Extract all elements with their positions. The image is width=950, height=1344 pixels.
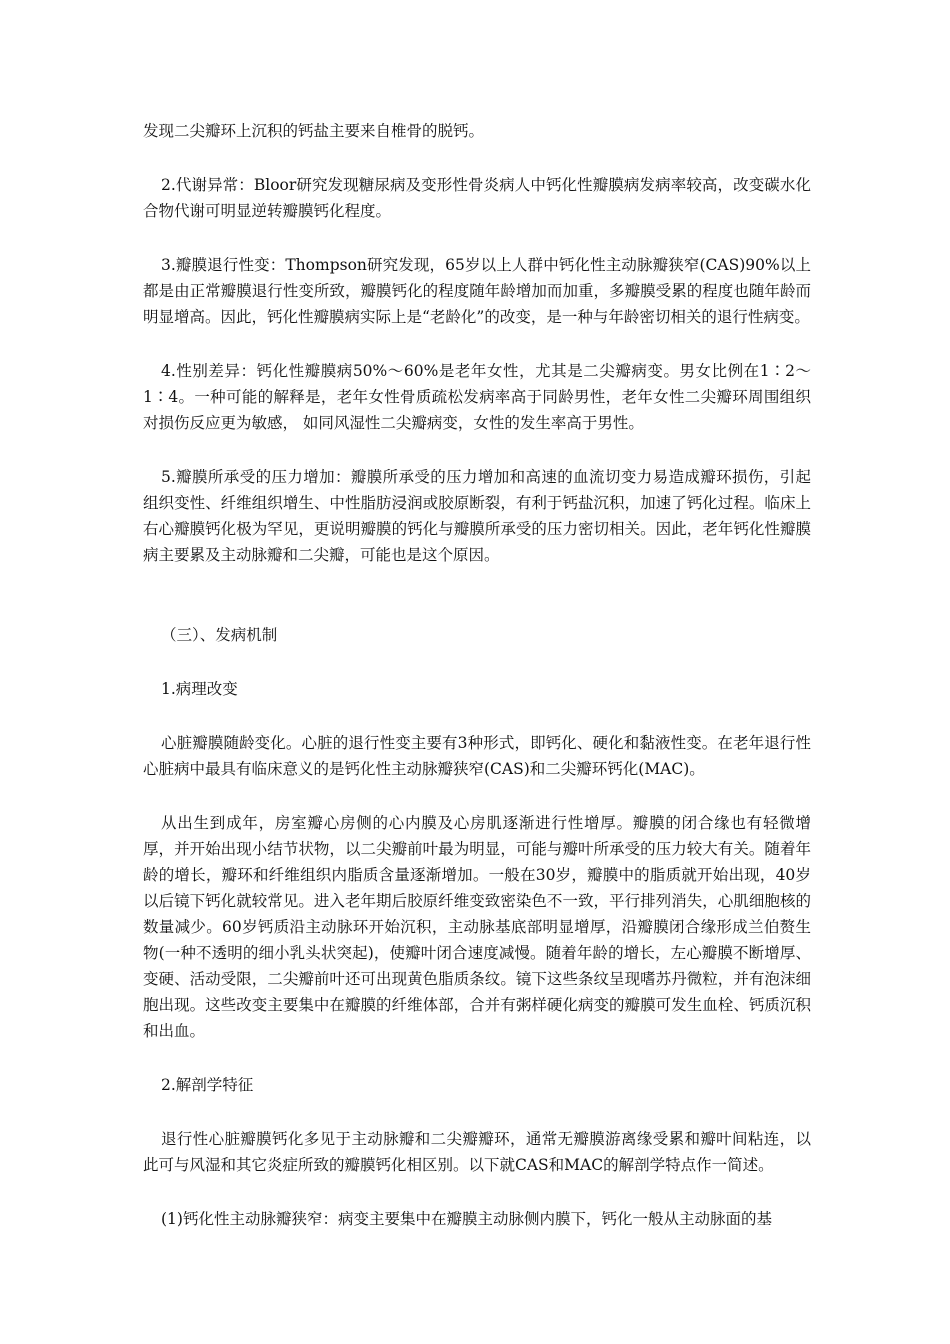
subheading-anatomy: 2.解剖学特征 [161, 1076, 254, 1094]
paragraph-metabolic: 2.代谢异常：Bloor研究发现糖尿病及变形性骨炎病人中钙化性瓣膜病发病率较高，改变碳水化合物代谢可明显逆转瓣膜钙化程度。 [143, 176, 811, 220]
paragraph-development: 从出生到成年，房室瓣心房侧的心内膜及心房肌逐渐进行性增厚。瓣膜的闭合缘也有轻微增厚，并开始出现小结节状物，以二尖瓣前叶最为明显，可能与瓣叶所承受的压力较大有关。随着年龄的增长，瓣环和纤维组织内脂质含量逐渐增加。一般在30岁，瓣膜中的脂质就开始出现，40岁以后镜下钙化就较常见。进入老年期后胶原纤维变致密染色不一致，平行排列消失，心肌细胞核的数量减少。60岁钙质沿主动脉环开始沉积，主动脉基底部明显增厚，沿瓣膜闭合缘形成兰伯赘生物(一种不透明的细小乳头状突起)，使瓣叶闭合速度减慢。随着年龄的增长，左心瓣膜不断增厚、变硬、活动受限，二尖瓣前叶还可出现黄色脂质条纹。镜下这些条纹呈现嗜苏丹微粒，并有泡沫细胞出现。这些改变主要集中在瓣膜的纤维体部，合并有粥样硬化病变的瓣膜可发生血栓、钙质沉积和出血。 [143, 814, 811, 1040]
section-heading-pathogenesis: （三）、发病机制 [161, 626, 278, 644]
paragraph-calcium-source: 发现二尖瓣环上沉积的钙盐主要来自椎骨的脱钙。 [143, 122, 485, 140]
paragraph-cas: (1)钙化性主动脉瓣狭窄：病变主要集中在瓣膜主动脉侧内膜下，钙化一般从主动脉面的基 [161, 1210, 772, 1228]
paragraph-gender: 4.性别差异：钙化性瓣膜病50%～60%是老年女性，尤其是二尖瓣病变。男女比例在1∶2～1∶4。一种可能的解释是，老年女性骨质疏松发病率高于同龄男性，老年女性二尖瓣环周围组织对损伤反应更为敏感， 如同风湿性二尖瓣病变，女性的发生率高于男性。 [143, 362, 811, 432]
paragraph-valve-aging: 心脏瓣膜随龄变化。心脏的退行性变主要有3种形式，即钙化、硬化和黏液性变。在老年退行性心脏病中最具有临床意义的是钙化性主动脉瓣狭窄(CAS)和二尖瓣环钙化(MAC)。 [143, 734, 811, 778]
paragraph-degeneration: 3.瓣膜退行性变：Thompson研究发现，65岁以上人群中钙化性主动脉瓣狭窄(CAS)90%以上都是由正常瓣膜退行性变所致，瓣膜钙化的程度随年龄增加而加重，多瓣膜受累的程度也随年龄而明显增高。因此，钙化性瓣膜病实际上是“老龄化”的改变，是一种与年龄密切相关的退行性病变。 [143, 256, 811, 326]
document-page [143, 118, 811, 1232]
subheading-pathology: 1.病理改变 [161, 680, 238, 698]
paragraph-anatomy: 退行性心脏瓣膜钙化多见于主动脉瓣和二尖瓣瓣环，通常无瓣膜游离缘受累和瓣叶间粘连，以此可与风湿和其它炎症所致的瓣膜钙化相区别。以下就CAS和MAC的解剖学特点作一简述。 [143, 1130, 811, 1174]
paragraph-pressure: 5.瓣膜所承受的压力增加：瓣膜所承受的压力增加和高速的血流切变力易造成瓣环损伤，引起组织变性、纤维组织增生、中性脂肪浸润或胶原断裂，有利于钙盐沉积，加速了钙化过程。临床上右心瓣膜钙化极为罕见，更说明瓣膜的钙化与瓣膜所承受的压力密切相关。因此，老年钙化性瓣膜病主要累及主动脉瓣和二尖瓣，可能也是这个原因。 [143, 468, 811, 564]
